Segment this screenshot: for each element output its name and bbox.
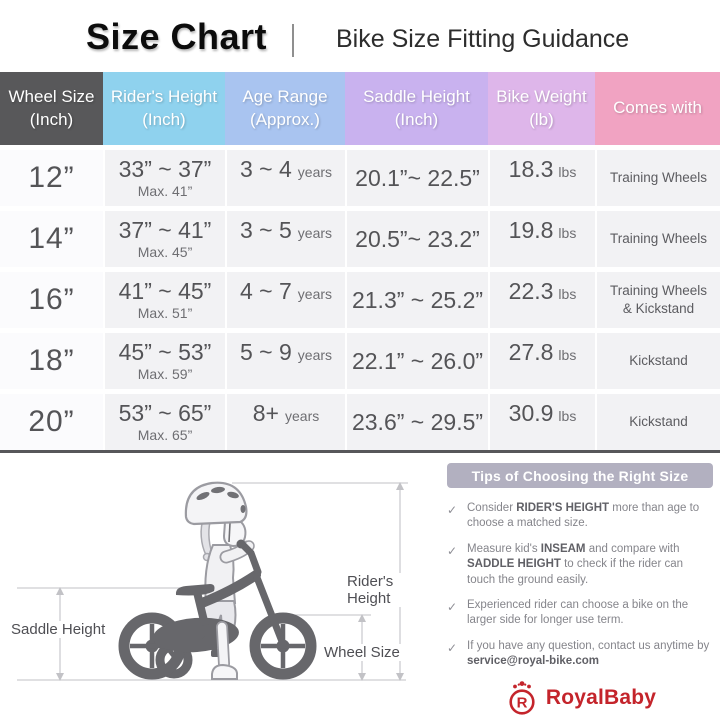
cell-wheel-size: 20” xyxy=(0,394,103,450)
cell-comes-with: Training Wheels xyxy=(595,150,720,206)
cell-rider-height: 33” ~ 37” Max. 41” xyxy=(103,150,225,206)
tips-list xyxy=(447,501,713,670)
tips-title: Tips of Choosing the Right Size xyxy=(447,463,713,488)
cell-wheel-size: 18” xyxy=(0,333,103,389)
cell-wheel-size: 16” xyxy=(0,272,103,328)
cell-bike-weight: 27.8 lbs xyxy=(488,333,595,389)
col-header-saddle-height: Saddle Height (Inch) xyxy=(345,72,488,145)
check-icon: ✓ xyxy=(447,640,458,655)
tip-item: ✓ Consider RIDER'S HEIGHT more than age to choose a matched size. xyxy=(447,501,713,532)
col-header-age-range: Age Range (Approx.) xyxy=(225,72,345,145)
cell-saddle-height: 23.6” ~ 29.5” xyxy=(345,394,488,450)
handlebar xyxy=(243,545,258,572)
cell-age-range: 3 ~ 5 years xyxy=(225,211,345,267)
cell-saddle-height: 20.5”~ 23.2” xyxy=(345,211,488,267)
page-title: Size Chart xyxy=(86,16,268,57)
cell-bike-weight: 30.9 lbs xyxy=(488,394,595,450)
col-header-wheel-size: Wheel Size (Inch) xyxy=(0,72,103,145)
rider-height-label: Rider's Height xyxy=(344,573,440,607)
contact-email: service@royal-bike.com xyxy=(467,655,600,668)
bike-fit-diagram xyxy=(0,453,440,715)
cell-saddle-height: 22.1” ~ 26.0” xyxy=(345,333,488,389)
cell-comes-with: Kickstand xyxy=(595,394,720,450)
cell-saddle-height: 20.1”~ 22.5” xyxy=(345,150,488,206)
svg-text:R: R xyxy=(516,694,528,712)
brand-name: RoyalBaby xyxy=(545,685,657,709)
tips-panel xyxy=(447,463,713,716)
cell-age-range: 4 ~ 7 years xyxy=(225,272,345,328)
tip-item: ✓ If you have any question, contact us anytime by service@royal-bike.com xyxy=(447,639,713,670)
cell-saddle-height: 21.3” ~ 25.2” xyxy=(345,272,488,328)
cell-comes-with: Kickstand xyxy=(595,333,720,389)
cell-bike-weight: 18.3 lbs xyxy=(488,150,595,206)
size-table xyxy=(0,72,720,450)
bottom-section xyxy=(0,453,720,715)
handlebar-grip xyxy=(237,540,246,549)
page-header xyxy=(0,0,720,72)
cell-rider-height: 53” ~ 65” Max. 65” xyxy=(103,394,225,450)
check-icon: ✓ xyxy=(447,503,458,517)
cell-bike-weight: 22.3 lbs xyxy=(488,272,595,328)
col-header-bike-weight: Bike Weight (lb) xyxy=(488,72,595,145)
saddle-height-label: Saddle Height xyxy=(8,621,108,638)
cell-wheel-size: 14” xyxy=(0,211,103,267)
check-icon: ✓ xyxy=(447,543,458,558)
title-divider xyxy=(292,24,294,57)
cell-age-range: 5 ~ 9 years xyxy=(225,333,345,389)
cell-bike-weight: 19.8 lbs xyxy=(488,211,595,267)
check-icon: ✓ xyxy=(447,600,458,615)
col-header-comes-with: Comes with xyxy=(595,72,720,145)
cell-comes-with: Training Wheels & Kickstand xyxy=(595,272,720,328)
tip-item: ✓ Experienced rider can choose a bike on the larger side for longer use term. xyxy=(447,598,713,629)
cell-rider-height: 41” ~ 45” Max. 51” xyxy=(103,272,225,328)
chin-strap xyxy=(229,523,230,542)
wheel-size-label: Wheel Size xyxy=(321,644,403,661)
cell-age-range: 3 ~ 4 years xyxy=(225,150,345,206)
col-header-riders-height: Rider's Height (Inch) xyxy=(103,72,225,145)
kid-figure xyxy=(186,483,254,629)
cell-rider-height: 45” ~ 53” Max. 59” xyxy=(103,333,225,389)
tip-item: ✓ Measure kid's INSEAM and compare with SADDLE HEIGHT to check if the rider can touch the ground easily. xyxy=(447,542,713,588)
cell-age-range: 8+ years xyxy=(225,394,345,450)
royalbaby-logo xyxy=(447,680,713,716)
kid-shoe xyxy=(212,665,237,679)
cell-rider-height: 37” ~ 41” Max. 45” xyxy=(103,211,225,267)
page-subtitle: Bike Size Fitting Guidance xyxy=(336,25,630,53)
royalbaby-crown-icon xyxy=(504,680,540,716)
cell-wheel-size: 12” xyxy=(0,150,103,206)
cell-comes-with: Training Wheels xyxy=(595,211,720,267)
